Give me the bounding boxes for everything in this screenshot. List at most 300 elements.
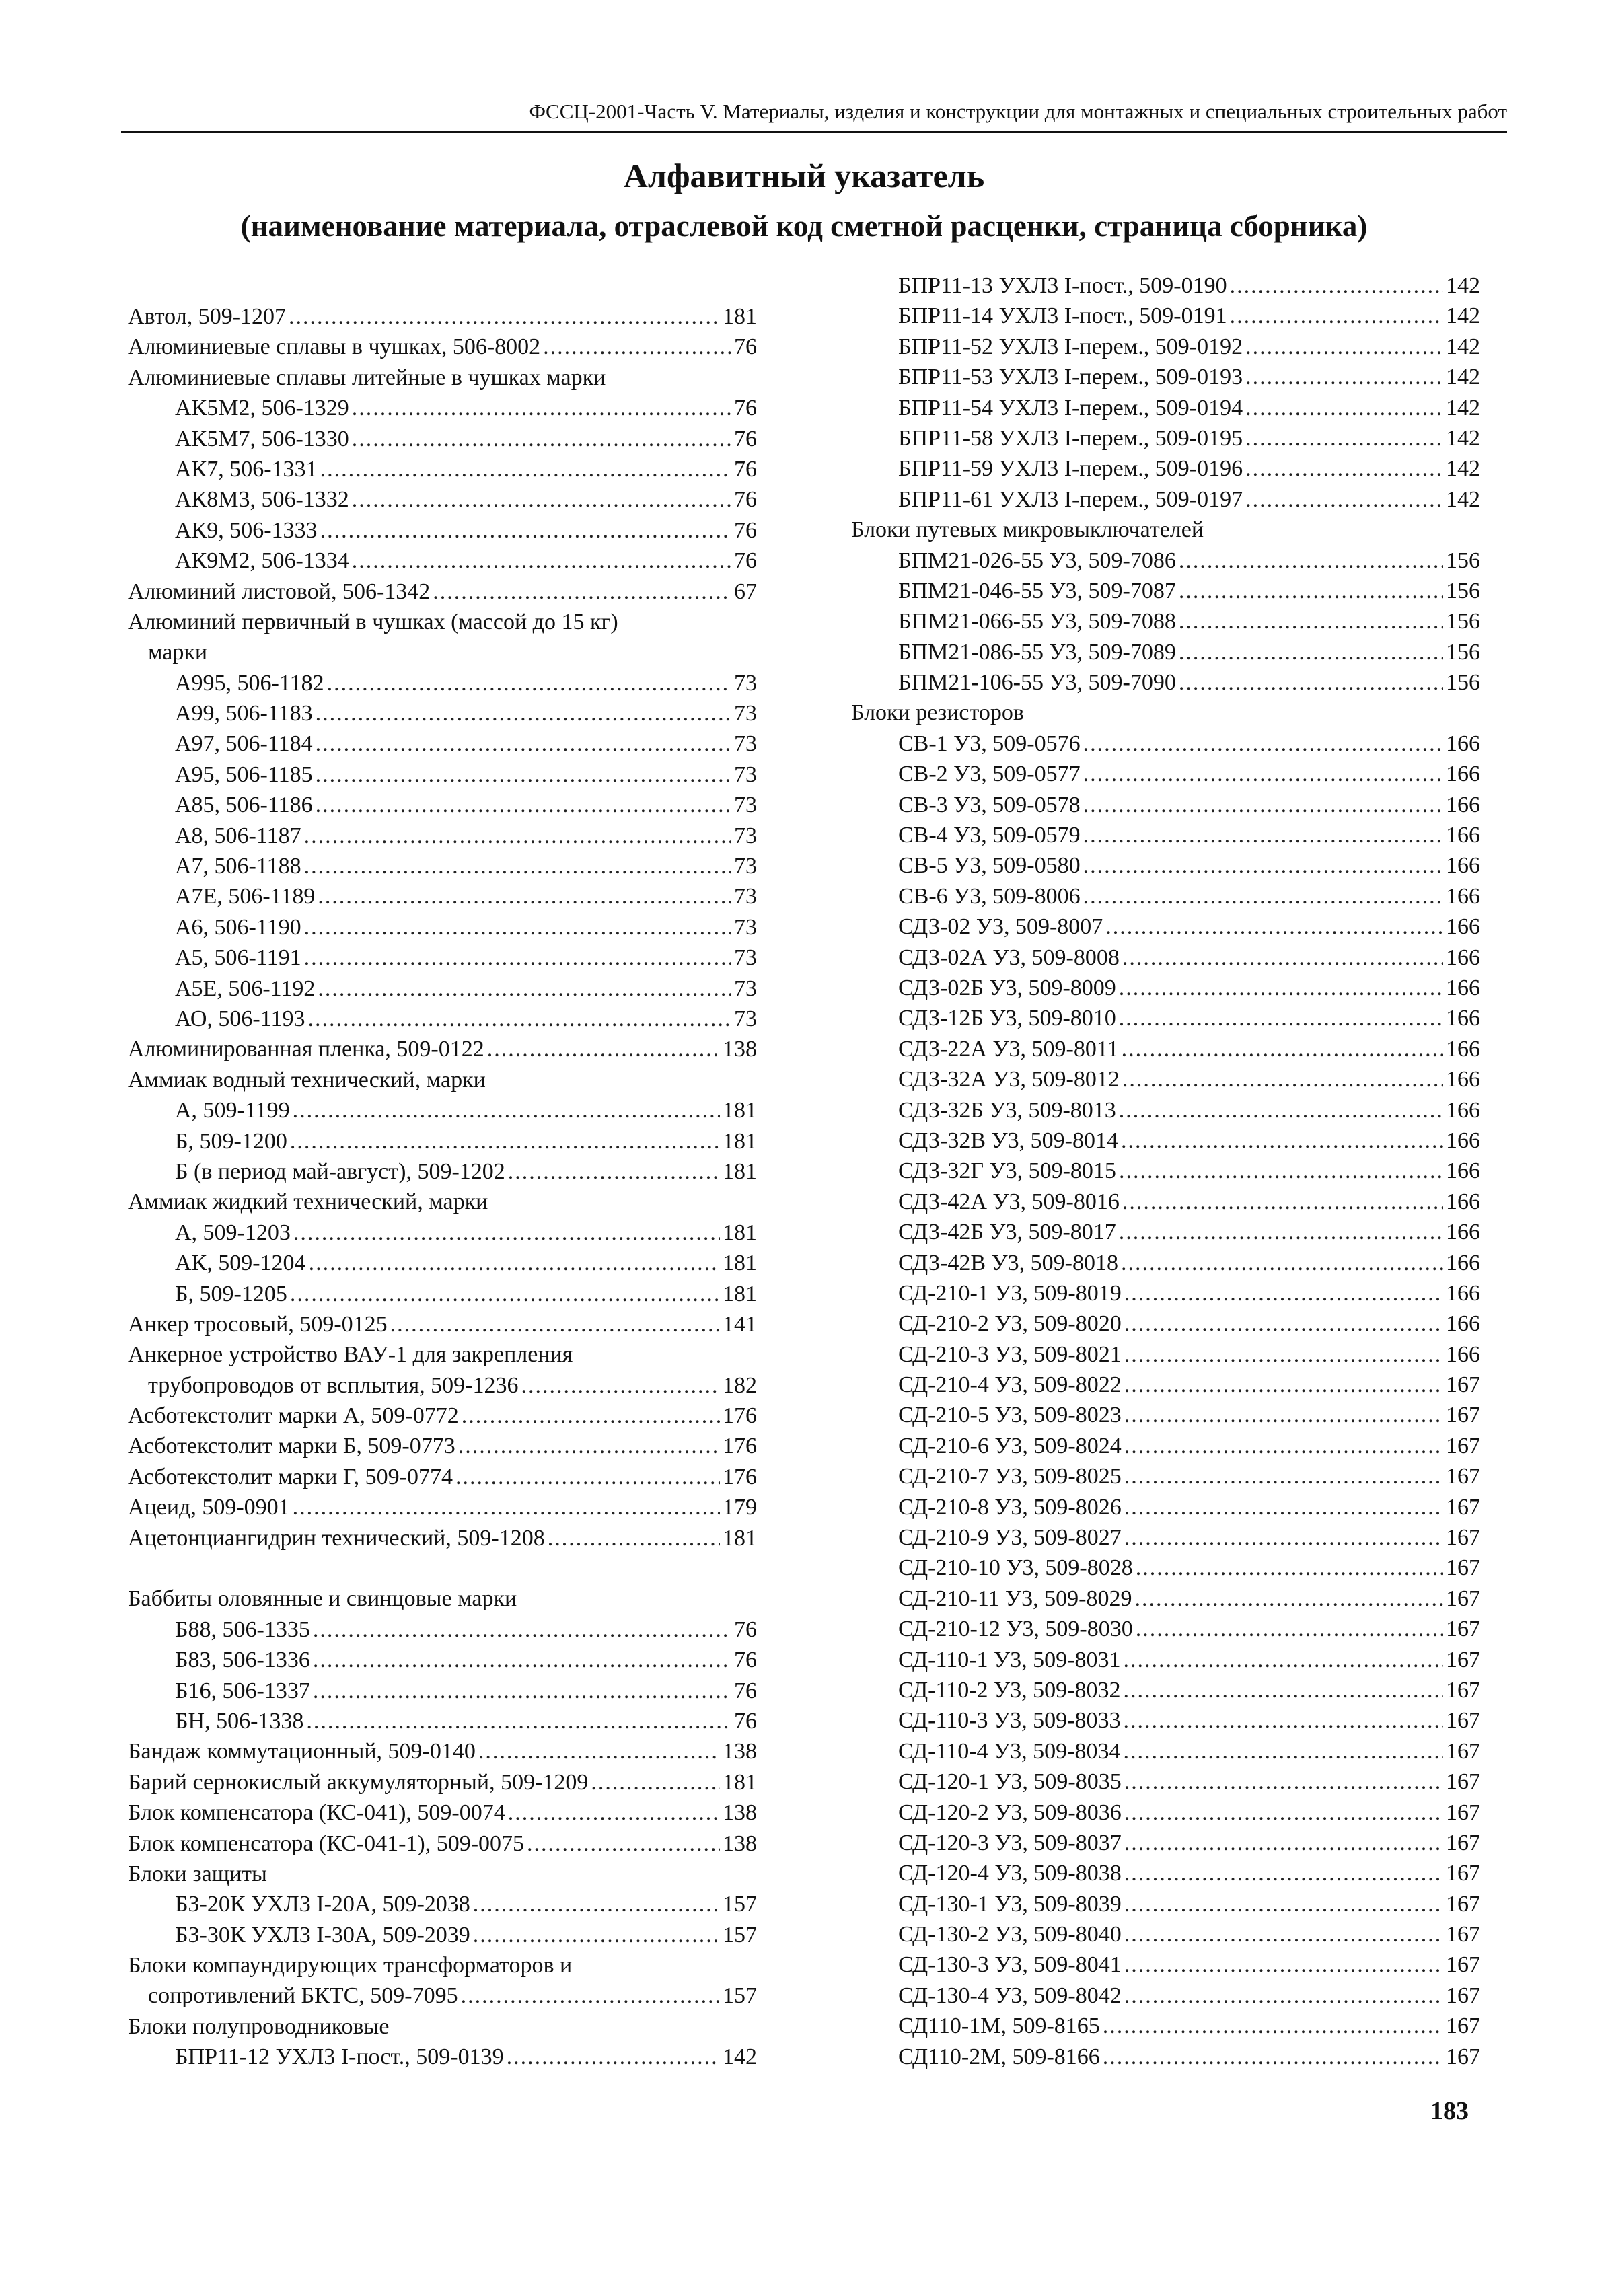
entry-page: 142 xyxy=(1446,425,1480,451)
entry-page: 167 xyxy=(1446,1555,1480,1581)
entry-text: СД110-2М, 509-8166 xyxy=(898,2044,1100,2069)
dot-leader xyxy=(1124,1278,1443,1308)
entry-text: Асботекстолит марки А, 509-0772 xyxy=(128,1403,459,1429)
dot-leader xyxy=(1124,1461,1443,1491)
entry-text: БПР11-54 УХЛ3 I-перем., 509-0194 xyxy=(898,395,1243,420)
entry-text: Б, 509-1200 xyxy=(175,1128,287,1154)
entry-page: 142 xyxy=(1446,334,1480,359)
entry-text: СД-210-3 У3, 509-8021 xyxy=(898,1341,1122,1367)
entry-page: 166 xyxy=(1446,792,1480,817)
entry-text: СДЗ-02 У3, 509-8007 xyxy=(898,914,1103,940)
entry-text: А99, 506-1183 xyxy=(175,701,313,727)
dot-leader xyxy=(458,1431,720,1461)
entry-text: Алюминиевые сплавы в чушках, 506-8002 xyxy=(128,334,541,360)
entry-page: 76 xyxy=(734,517,757,543)
index-entry xyxy=(851,1675,1480,1705)
entry-text: СД-210-5 У3, 509-8023 xyxy=(898,1403,1122,1428)
entry-page: 67 xyxy=(734,579,757,604)
entry-page: 167 xyxy=(1446,1769,1480,1795)
entry-text: СД-210-2 У3, 509-8020 xyxy=(898,1311,1122,1337)
index-column-left xyxy=(128,301,757,2073)
dot-leader xyxy=(1083,820,1443,850)
entry-text: СД-210-11 У3, 509-8029 xyxy=(898,1586,1132,1611)
entry-page: 167 xyxy=(1446,1708,1480,1734)
index-column-right xyxy=(851,270,1480,2072)
index-entry xyxy=(851,1034,1480,1064)
index-entry xyxy=(851,667,1480,698)
dot-leader xyxy=(1179,637,1443,667)
index-entry xyxy=(851,393,1480,423)
entry-page: 181 xyxy=(723,1251,757,1276)
index-entry xyxy=(851,850,1480,881)
dot-leader xyxy=(1123,1736,1443,1767)
page-title: Алфавитный указатель xyxy=(623,157,985,194)
entry-text: Блоки компаундирующих трансформаторов и xyxy=(128,1953,573,1978)
entry-text: БПМ21-026-55 У3, 509-7086 xyxy=(898,548,1176,573)
entry-page: 166 xyxy=(1446,1341,1480,1367)
entry-page: 167 xyxy=(1446,1830,1480,1855)
index-entry xyxy=(128,1370,757,1401)
entry-text: СД-210-4 У3, 509-8022 xyxy=(898,1372,1122,1398)
dot-leader xyxy=(1123,1645,1443,1675)
entry-text: БЗ-30К УХЛ3 I-30А, 509-2039 xyxy=(175,1922,470,1948)
index-entry xyxy=(128,2042,757,2072)
index-entry xyxy=(128,729,757,759)
index-entry xyxy=(851,1064,1480,1095)
index-entry xyxy=(128,363,757,393)
dot-leader xyxy=(390,1309,720,1339)
entry-text: БПР11-53 УХЛ3 I-перем., 509-0193 xyxy=(898,365,1243,390)
entry-page: 167 xyxy=(1446,1433,1480,1458)
dot-leader xyxy=(316,729,731,759)
entry-page: 166 xyxy=(1446,1220,1480,1245)
entry-text: СД-110-4 У3, 509-8034 xyxy=(898,1738,1121,1764)
dot-leader xyxy=(1124,1889,1443,1919)
entry-page: 73 xyxy=(734,884,757,910)
dot-leader xyxy=(313,1676,731,1706)
index-entry xyxy=(851,301,1480,331)
index-entry xyxy=(128,790,757,820)
index-entry xyxy=(128,1218,757,1248)
dot-leader xyxy=(304,912,731,942)
entry-text: А97, 506-1184 xyxy=(175,731,313,757)
dot-leader xyxy=(548,1523,720,1553)
entry-page: 142 xyxy=(1446,486,1480,512)
index-entry xyxy=(128,1187,757,1217)
entry-text: Анкер тросовый, 509-0125 xyxy=(128,1311,388,1337)
index-entry xyxy=(851,1798,1480,1828)
entry-page: 73 xyxy=(734,762,757,787)
entry-text: Б (в период май-август), 509-1202 xyxy=(175,1158,505,1184)
index-entry xyxy=(128,1645,757,1675)
entry-text: АО, 506-1193 xyxy=(175,1006,305,1031)
index-entry xyxy=(128,1736,757,1767)
index-entry xyxy=(128,1279,757,1309)
entry-page: 166 xyxy=(1446,1067,1480,1093)
index-entry xyxy=(128,1798,757,1828)
entry-text: БПМ21-046-55 У3, 509-7087 xyxy=(898,578,1176,603)
dot-leader xyxy=(1124,1370,1443,1400)
index-entry xyxy=(851,1919,1480,1950)
dot-leader xyxy=(508,1798,720,1828)
index-entry xyxy=(128,1676,757,1706)
entry-page: 76 xyxy=(734,487,757,513)
entry-page: 181 xyxy=(723,1128,757,1154)
entry-page: 73 xyxy=(734,731,757,757)
entry-text: СД-210-6 У3, 509-8024 xyxy=(898,1433,1122,1458)
entry-page: 166 xyxy=(1446,823,1480,848)
dot-leader xyxy=(1123,1675,1443,1705)
entry-text: СД-110-1 У3, 509-8031 xyxy=(898,1647,1121,1672)
dot-leader xyxy=(508,1156,720,1187)
dot-leader xyxy=(521,1370,720,1401)
dot-leader xyxy=(1179,576,1443,606)
dot-leader xyxy=(1121,1125,1443,1156)
dot-leader xyxy=(1119,1095,1443,1125)
entry-page: 166 xyxy=(1446,1127,1480,1153)
entry-page: 76 xyxy=(734,548,757,574)
entry-page: 167 xyxy=(1446,1800,1480,1825)
entry-page: 142 xyxy=(723,2044,757,2070)
entry-text: Б88, 506-1335 xyxy=(175,1617,310,1642)
entry-text: СД-120-3 У3, 509-8037 xyxy=(898,1830,1122,1855)
dot-leader xyxy=(1124,1950,1443,1980)
index-entry xyxy=(851,1187,1480,1217)
entry-page: 76 xyxy=(734,426,757,451)
dot-leader xyxy=(293,1095,720,1125)
entry-page: 167 xyxy=(1446,1647,1480,1672)
entry-page: 76 xyxy=(734,334,757,360)
entry-page: 142 xyxy=(1446,395,1480,420)
dot-leader xyxy=(1103,2011,1443,2041)
entry-text: БПР11-14 УХЛ3 I-пост., 509-0191 xyxy=(898,303,1227,329)
index-entry xyxy=(128,1615,757,1645)
entry-text: Блоки полупроводниковые xyxy=(128,2013,390,2039)
index-entry xyxy=(851,1003,1480,1033)
index-entry xyxy=(128,637,757,667)
entry-page: 167 xyxy=(1446,1525,1480,1551)
entry-text: А995, 506-1182 xyxy=(175,670,324,696)
index-entry xyxy=(128,393,757,423)
entry-text: БН, 506-1338 xyxy=(175,1708,304,1734)
entry-text: СД-130-3 У3, 509-8041 xyxy=(898,1952,1122,1978)
dot-leader xyxy=(1136,1553,1443,1583)
dot-leader xyxy=(1245,362,1443,392)
entry-text: А, 509-1203 xyxy=(175,1220,291,1245)
entry-page: 76 xyxy=(734,1647,757,1673)
entry-text: А7Е, 506-1189 xyxy=(175,884,316,910)
entry-text: СД-130-4 У3, 509-8042 xyxy=(898,1983,1122,2008)
dot-leader xyxy=(461,1980,720,2011)
index-entry xyxy=(851,2011,1480,2041)
dot-leader xyxy=(1136,1614,1443,1644)
index-entry xyxy=(851,1492,1480,1522)
index-entry xyxy=(128,1523,757,1553)
entry-text: СДЗ-02А У3, 509-8008 xyxy=(898,945,1120,970)
entry-text: А85, 506-1186 xyxy=(175,792,313,818)
entry-page: 166 xyxy=(1446,914,1480,940)
entry-text: АК5М2, 506-1329 xyxy=(175,396,349,421)
dot-leader xyxy=(316,790,731,820)
index-entry xyxy=(128,1553,757,1584)
entry-page: 167 xyxy=(1446,1891,1480,1917)
dot-leader xyxy=(1083,790,1443,820)
entry-page: 166 xyxy=(1446,1036,1480,1062)
entry-page: 142 xyxy=(1446,303,1480,329)
dot-leader xyxy=(543,332,731,362)
entry-page: 166 xyxy=(1446,1097,1480,1123)
entry-page: 167 xyxy=(1446,1464,1480,1489)
index-entry xyxy=(128,942,757,973)
dot-leader xyxy=(1124,1339,1443,1370)
index-entry xyxy=(851,1645,1480,1675)
entry-page: 181 xyxy=(723,304,757,329)
dot-leader xyxy=(316,760,731,790)
index-entry xyxy=(128,1431,757,1461)
entry-page: 73 xyxy=(734,823,757,848)
index-entry xyxy=(851,453,1480,484)
entry-text: СВ-1 У3, 509-0576 xyxy=(898,731,1081,756)
index-entry xyxy=(851,332,1480,362)
index-entry xyxy=(128,821,757,851)
entry-text: СДЗ-42А У3, 509-8016 xyxy=(898,1189,1120,1214)
entry-text: СДЗ-32Г У3, 509-8015 xyxy=(898,1158,1116,1184)
index-entry xyxy=(851,423,1480,453)
entry-page: 166 xyxy=(1446,1280,1480,1306)
index-entry xyxy=(128,1920,757,1950)
index-entry xyxy=(128,1309,757,1339)
index-entry xyxy=(851,1584,1480,1614)
index-entry xyxy=(851,1736,1480,1767)
index-entry xyxy=(851,1400,1480,1430)
entry-text: СДЗ-12Б У3, 509-8010 xyxy=(898,1006,1116,1031)
entry-text: БПР11-58 УХЛ3 I-перем., 509-0195 xyxy=(898,425,1243,451)
dot-leader xyxy=(1122,1187,1443,1217)
entry-text: БПР11-52 УХЛ3 I-перем., 509-0192 xyxy=(898,334,1243,359)
dot-leader xyxy=(1230,301,1443,331)
entry-text: Барий сернокислый аккумуляторный, 509-1209 xyxy=(128,1769,589,1795)
entry-text: Алюминиевые сплавы литейные в чушках марки xyxy=(128,365,606,390)
index-entry xyxy=(128,484,757,515)
dot-leader xyxy=(1121,1248,1443,1278)
entry-page: 166 xyxy=(1446,1250,1480,1275)
index-entry xyxy=(851,2042,1480,2072)
entry-text: А8, 506-1187 xyxy=(175,823,301,848)
entry-page: 167 xyxy=(1446,1952,1480,1978)
entry-text: АК5М7, 506-1330 xyxy=(175,426,349,451)
entry-page: 76 xyxy=(734,456,757,482)
entry-text: СВ-3 У3, 509-0578 xyxy=(898,792,1081,817)
entry-page: 166 xyxy=(1446,883,1480,909)
index-entry xyxy=(851,973,1480,1003)
entry-page: 138 xyxy=(723,1800,757,1826)
dot-leader xyxy=(462,1401,720,1431)
entry-text: СД-130-2 У3, 509-8040 xyxy=(898,1922,1122,1948)
entry-page: 73 xyxy=(734,914,757,940)
dot-leader xyxy=(304,942,731,973)
entry-text: А5Е, 506-1192 xyxy=(175,975,316,1001)
dot-leader xyxy=(1124,1798,1443,1828)
index-entry xyxy=(851,1858,1480,1888)
index-entry xyxy=(851,576,1480,606)
index-entry xyxy=(851,942,1480,973)
index-entry xyxy=(851,881,1480,912)
entry-text: Аммиак водный технический, марки xyxy=(128,1067,486,1093)
entry-text: А, 509-1199 xyxy=(175,1098,290,1123)
entry-text: БПМ21-066-55 У3, 509-7088 xyxy=(898,609,1176,634)
dot-leader xyxy=(1124,1828,1443,1858)
entry-page: 138 xyxy=(723,1830,757,1856)
entry-text: БПР11-59 УХЛ3 I-перем., 509-0196 xyxy=(898,456,1243,482)
entry-page: 181 xyxy=(723,1220,757,1245)
dot-leader xyxy=(1179,606,1443,636)
dot-leader xyxy=(433,577,731,607)
index-entry xyxy=(128,1584,757,1614)
index-entry xyxy=(851,1248,1480,1278)
dot-leader xyxy=(1179,546,1443,576)
entry-text: Асботекстолит марки Г, 509-0774 xyxy=(128,1464,453,1489)
index-entry xyxy=(128,881,757,912)
dot-leader xyxy=(1119,1217,1443,1247)
entry-page: 181 xyxy=(723,1281,757,1306)
entry-page: 76 xyxy=(734,396,757,421)
entry-page: 167 xyxy=(1446,1861,1480,1886)
entry-text: СД-210-8 У3, 509-8026 xyxy=(898,1494,1122,1520)
entry-page: 176 xyxy=(723,1434,757,1459)
dot-leader xyxy=(1124,1522,1443,1553)
entry-page: 142 xyxy=(1446,456,1480,482)
dot-leader xyxy=(320,515,731,546)
entry-page: 73 xyxy=(734,945,757,971)
index-entry xyxy=(128,912,757,942)
index-entry xyxy=(851,1889,1480,1919)
dot-leader xyxy=(473,1920,720,1950)
dot-leader xyxy=(1245,453,1443,484)
index-entry xyxy=(128,851,757,881)
index-entry xyxy=(128,1126,757,1156)
index-entry xyxy=(128,1706,757,1736)
index-entry xyxy=(128,1767,757,1798)
entry-page: 167 xyxy=(1446,1494,1480,1520)
entry-text: Анкерное устройство ВАУ-1 для закрепления xyxy=(128,1342,573,1368)
index-entry xyxy=(851,1461,1480,1491)
index-entry xyxy=(128,1248,757,1278)
entry-text: БЗ-20К УХЛ3 I-20А, 509-2038 xyxy=(175,1892,470,1917)
dot-leader xyxy=(293,1492,720,1522)
entry-text: СДЗ-32А У3, 509-8012 xyxy=(898,1067,1120,1093)
entry-page: 73 xyxy=(734,701,757,727)
entry-text: СВ-6 У3, 509-8006 xyxy=(898,883,1081,909)
entry-page: 166 xyxy=(1446,1158,1480,1184)
index-entry xyxy=(851,270,1480,301)
entry-text: СД-110-3 У3, 509-8033 xyxy=(898,1708,1121,1734)
entry-page: 157 xyxy=(723,1983,757,2009)
entry-text: Блок компенсатора (КС-041), 509-0074 xyxy=(128,1800,505,1826)
index-entry xyxy=(128,1004,757,1034)
dot-leader xyxy=(289,301,720,332)
entry-text: СД-210-7 У3, 509-8025 xyxy=(898,1464,1122,1489)
dot-leader xyxy=(1123,1705,1443,1736)
index-entry xyxy=(851,1125,1480,1156)
entry-page: 167 xyxy=(1446,1372,1480,1398)
entry-text: сопротивлений БКТС, 509-7095 xyxy=(148,1983,458,2009)
dot-leader xyxy=(1122,1034,1443,1064)
entry-text: Баббиты оловянные и свинцовые марки xyxy=(128,1586,517,1612)
dot-leader xyxy=(304,851,731,881)
entry-page: 73 xyxy=(734,792,757,818)
entry-text: Б16, 506-1337 xyxy=(175,1678,310,1703)
index-entry xyxy=(851,1705,1480,1736)
dot-leader xyxy=(1124,1858,1443,1888)
entry-text: Бандаж коммутационный, 509-0140 xyxy=(128,1739,476,1765)
entry-page: 176 xyxy=(723,1464,757,1489)
entry-page: 166 xyxy=(1446,1189,1480,1214)
index-entry xyxy=(851,606,1480,636)
entry-page: 138 xyxy=(723,1739,757,1765)
entry-page: 167 xyxy=(1446,1403,1480,1428)
index-entry xyxy=(851,1278,1480,1308)
index-entry xyxy=(128,1034,757,1064)
entry-text: СДЗ-42В У3, 509-8018 xyxy=(898,1250,1118,1275)
entry-text: СД-120-4 У3, 509-8038 xyxy=(898,1861,1122,1886)
entry-text: СДЗ-32В У3, 509-8014 xyxy=(898,1127,1118,1153)
dot-leader xyxy=(1124,1431,1443,1461)
index-entry xyxy=(851,1980,1480,2011)
entry-page: 141 xyxy=(723,1311,757,1337)
entry-page: 73 xyxy=(734,854,757,879)
entry-text: марки xyxy=(148,640,208,665)
entry-page: 76 xyxy=(734,1617,757,1642)
entry-page: 167 xyxy=(1446,2044,1480,2069)
entry-page: 167 xyxy=(1446,1617,1480,1642)
entry-page: 166 xyxy=(1446,731,1480,756)
dot-leader xyxy=(307,1004,731,1034)
index-entry xyxy=(851,759,1480,789)
entry-text: трубопроводов от всплытия, 509-1236 xyxy=(148,1372,519,1398)
dot-leader xyxy=(1103,2042,1443,2072)
index-entry xyxy=(851,698,1480,728)
entry-text: Алюминий первичный в чушках (массой до 15 кг) xyxy=(128,609,618,634)
dot-leader xyxy=(1083,881,1443,912)
index-entry xyxy=(128,1065,757,1095)
index-entry xyxy=(128,1095,757,1125)
entry-text: СД-210-12 У3, 509-8030 xyxy=(898,1617,1133,1642)
entry-page: 157 xyxy=(723,1922,757,1948)
entry-text: СД-120-1 У3, 509-8035 xyxy=(898,1769,1122,1795)
entry-text: Блоки защиты xyxy=(128,1861,267,1886)
entry-text: Алюминированная пленка, 509-0122 xyxy=(128,1037,484,1062)
dot-leader xyxy=(320,454,731,484)
entry-text: СДЗ-42Б У3, 509-8017 xyxy=(898,1220,1116,1245)
entry-text: СДЗ-32Б У3, 509-8013 xyxy=(898,1097,1116,1123)
entry-text: АК7, 506-1331 xyxy=(175,456,318,482)
dot-leader xyxy=(1122,1064,1443,1095)
index-entry xyxy=(128,1828,757,1859)
dot-leader xyxy=(1179,667,1443,698)
page-subtitle: (наименование материала, отраслевой код сметной расценки, страница сборника) xyxy=(240,209,1368,243)
dot-leader xyxy=(1230,270,1443,301)
entry-page: 73 xyxy=(734,975,757,1001)
dot-leader xyxy=(1124,1308,1443,1339)
running-header: ФССЦ-2001-Часть V. Материалы, изделия и конструкции для монтажных и специальных строительных работ xyxy=(529,100,1507,123)
entry-text: СД-210-1 У3, 509-8019 xyxy=(898,1280,1122,1306)
entry-page: 167 xyxy=(1446,2013,1480,2039)
entry-text: АК, 509-1204 xyxy=(175,1251,306,1276)
index-entry xyxy=(851,515,1480,545)
entry-page: 166 xyxy=(1446,762,1480,787)
index-entry xyxy=(851,1156,1480,1186)
index-entry xyxy=(851,1339,1480,1370)
